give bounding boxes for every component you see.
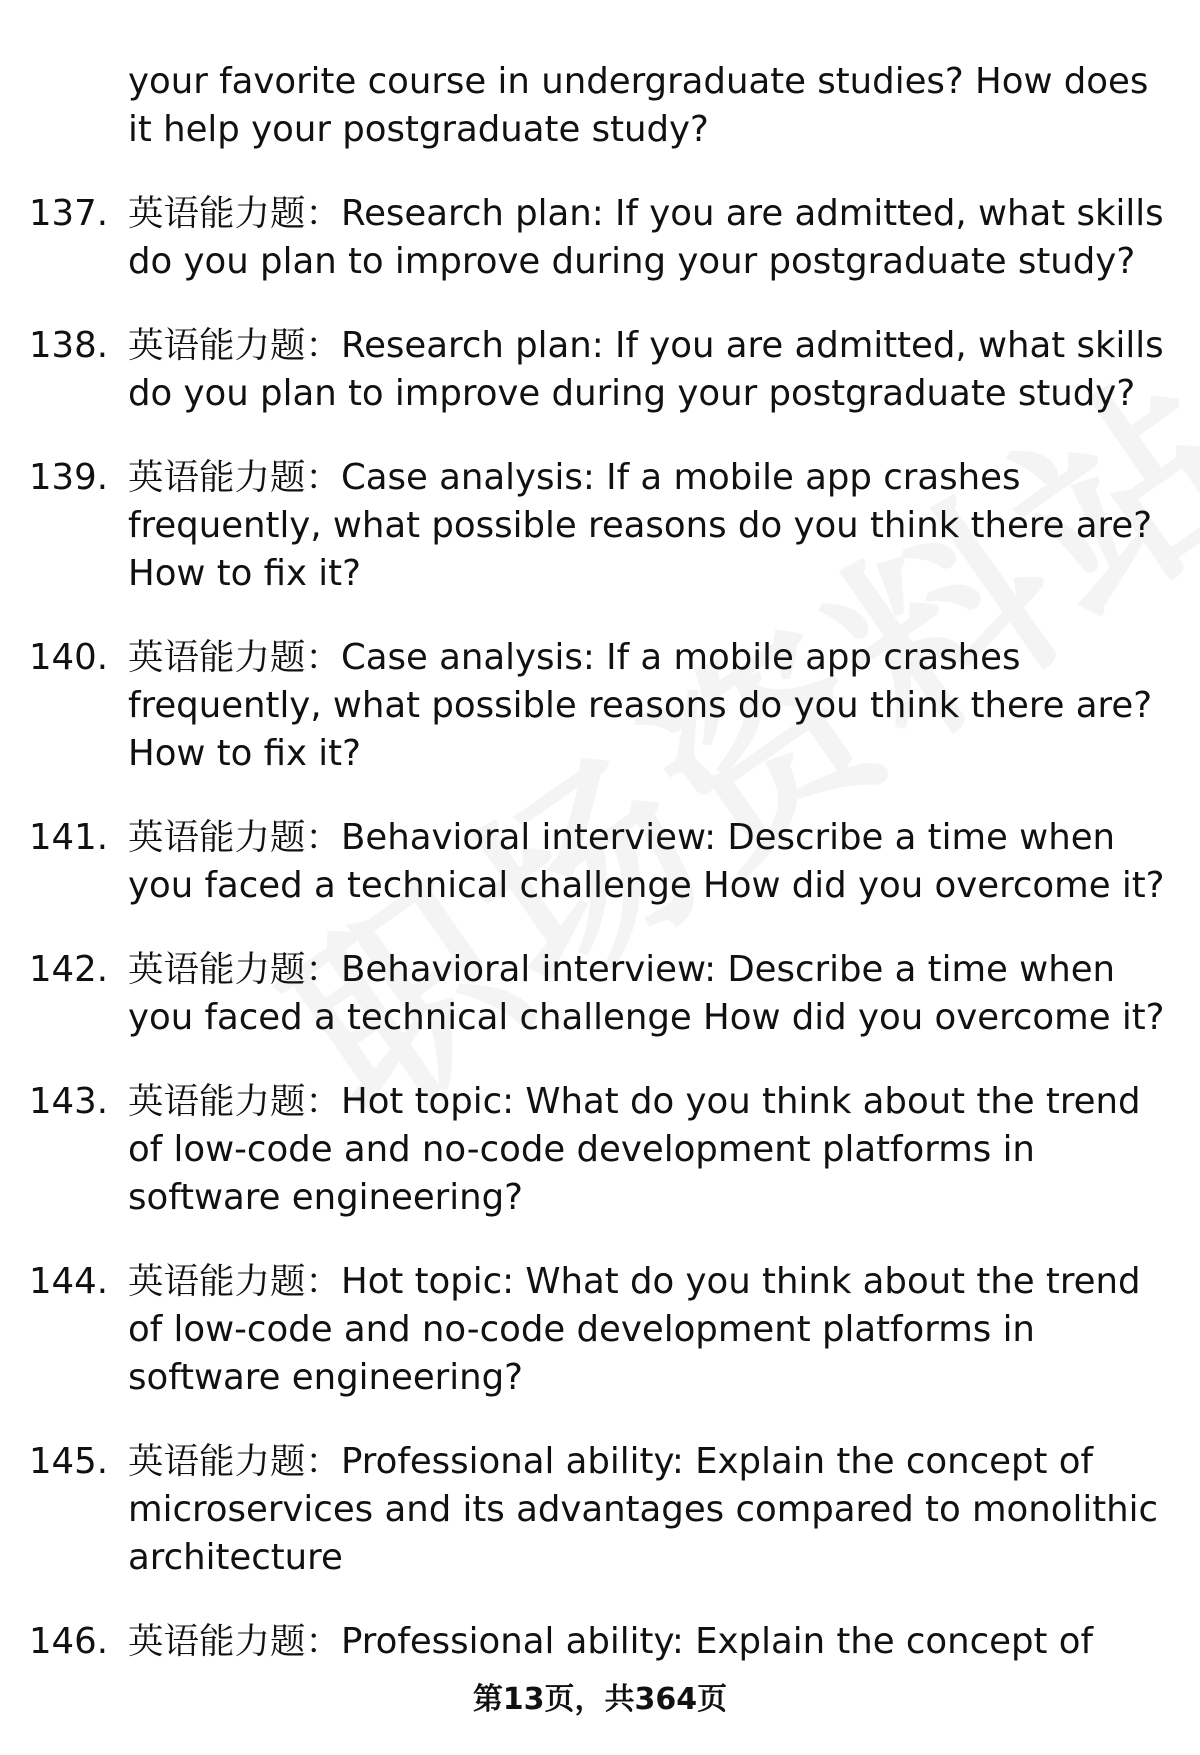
question-item [0,454,1200,598]
question-number: 141. [28,817,108,858]
question-item [0,1438,1200,1582]
question-category: 英语能力题： [128,1081,342,1122]
question-body [128,946,1178,1042]
question-text: Behavioral interview: Describe a time when you faced a technical challenge How did you overcome it? [128,817,1165,906]
question-body [128,814,1178,910]
question-category: 英语能力题： [128,1441,342,1482]
question-body [128,322,1178,418]
question-text: Behavioral interview: Describe a time when you faced a technical challenge How did you overcome it? [128,949,1165,1038]
question-text: Case analysis: If a mobile app crashes frequently, what possible reasons do you think there are? How to fix it? [128,637,1153,774]
question-body [128,190,1178,286]
question-category: 英语能力题： [128,1261,342,1302]
question-body [128,454,1178,598]
question-item [0,814,1200,910]
question-number: 137. [28,193,108,234]
question-number: 146. [28,1621,108,1662]
question-number: 145. [28,1441,108,1482]
continued-question-text: your favorite course in undergraduate studies? How does it help your postgraduate study? [128,61,1149,150]
question-number: 140. [28,637,108,678]
question-category: 英语能力题： [128,817,342,858]
question-text: Hot topic: What do you think about the trend of low-code and no-code development platforms in software engineering? [128,1261,1141,1398]
question-item [0,634,1200,778]
question-body [128,1438,1178,1582]
page-number-footer: 第13页，共364页 [472,1682,728,1717]
question-text: Case analysis: If a mobile app crashes frequently, what possible reasons do you think there are? How to fix it? [128,457,1153,594]
question-text: Professional ability: Explain the concept of [341,1621,1093,1662]
question-category: 英语能力题： [128,193,342,234]
question-category: 英语能力题： [128,949,342,990]
question-text: Research plan: If you are admitted, what skills do you plan to improve during your postgraduate study? [128,325,1164,414]
question-number: 139. [28,457,108,498]
question-item [0,1618,1200,1666]
question-text: Hot topic: What do you think about the trend of low-code and no-code development platforms in software engineering? [128,1081,1141,1218]
question-number: 143. [28,1081,108,1122]
question-category: 英语能力题： [128,637,342,678]
question-text: Professional ability: Explain the concept of microservices and its advantages compared to monolithic architecture [128,1441,1159,1578]
question-item [0,1258,1200,1402]
question-body [128,1618,1178,1666]
question-item [0,1078,1200,1222]
question-body [128,1078,1178,1222]
question-body [128,634,1178,778]
question-category: 英语能力题： [128,325,342,366]
question-item [0,190,1200,286]
question-number: 144. [28,1261,108,1302]
question-category: 英语能力题： [128,457,342,498]
question-body [128,1258,1178,1402]
question-item [0,946,1200,1042]
question-category: 英语能力题： [128,1621,342,1662]
question-item [0,322,1200,418]
question-number: 142. [28,949,108,990]
question-number: 138. [28,325,108,366]
question-text: Research plan: If you are admitted, what skills do you plan to improve during your postgraduate study? [128,193,1164,282]
question-list [0,190,1200,1702]
